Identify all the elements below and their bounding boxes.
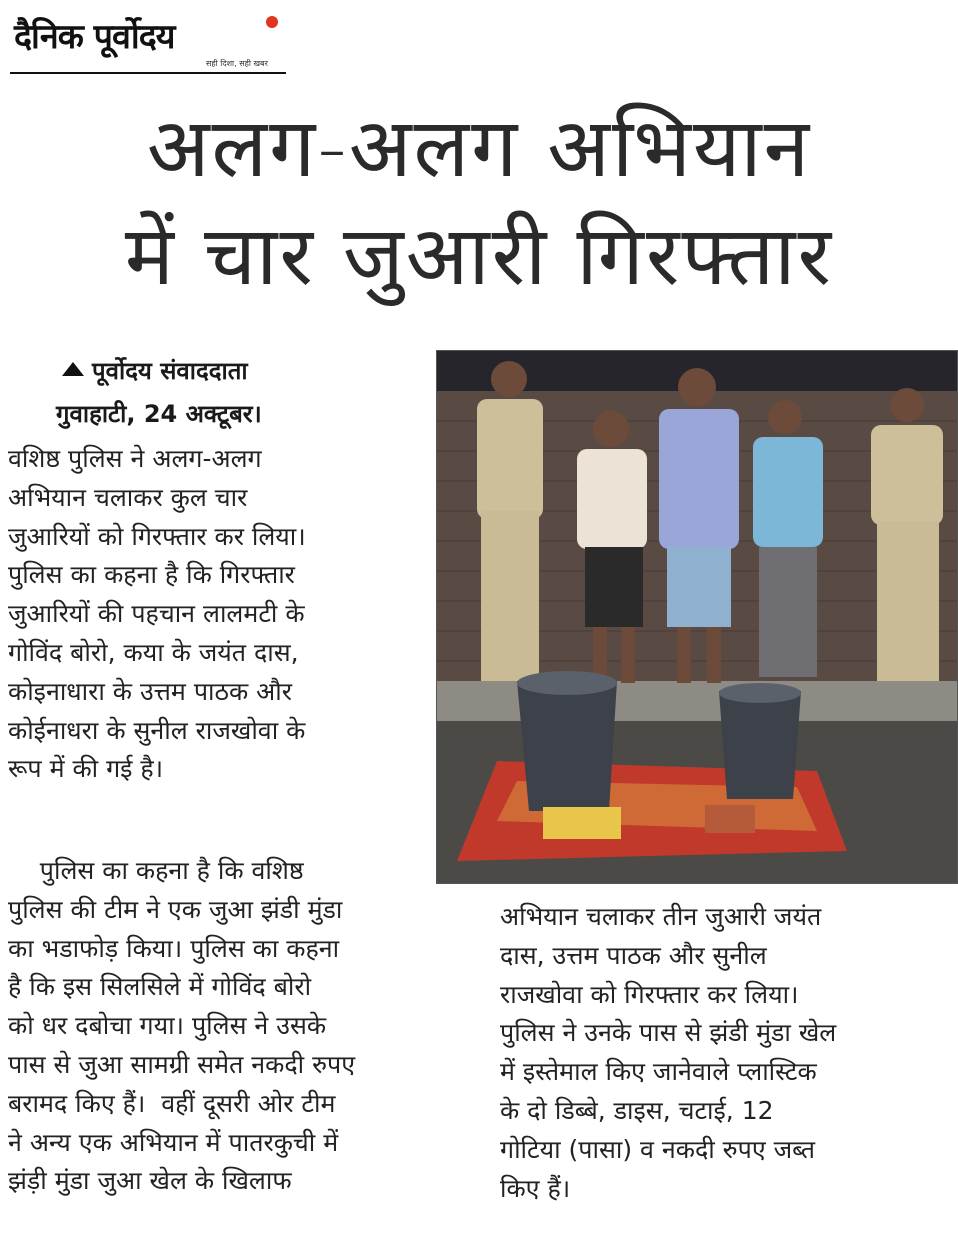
article-line: जुआरियों की पहचान लालमटी के [8,599,305,629]
article-line: कोईनाधरा के सुनील राजखोवा के [8,715,306,745]
article-line: का भडाफोड़ किया। पुलिस का कहना [8,933,340,963]
article-line: गोटिया (पासा) व नकदी रुपए जब्त [500,1134,815,1164]
masthead-tagline: सही दिशा, सही खबर [206,59,268,68]
article-line: गोविंद बोरो, कया के जयंत दास, [8,637,299,667]
article-column-2 [8,852,355,1201]
newspaper-name: दैनिक पूर्वोदय [14,17,175,57]
article-line: वशिष्ठ पुलिस ने अलग-अलग [8,444,262,473]
byline-text: पूर्वोदय संवाददाता [92,357,248,385]
article-line: बरामद किए हैं। वहीं दूसरी ओर टीम [8,1088,336,1118]
article-line: पुलिस का कहना है कि वशिष्ठ [8,856,304,885]
article-line: के दो डिब्बे, डाइस, चटाई, 12 [500,1095,774,1125]
article-line: पुलिस की टीम ने एक जुआ झंडी मुंडा [8,894,343,924]
article-line: अभियान चलाकर तीन जुआरी जयंत [500,902,822,931]
article-line: में इस्तेमाल किए जानेवाले प्लास्टिक [500,1057,817,1087]
article-line: किए हैं। [500,1173,571,1203]
byline [62,354,248,387]
headline-line-2: में चार जुआरी गिरफ्तार [124,209,834,304]
article-line: पुलिस का कहना है कि गिरफ्तार [8,560,295,590]
article-line: ने अन्य एक अभियान में पातरकुची में [8,1127,339,1157]
masthead-rule [10,72,286,74]
headline-line-1: अलग-अलग अभियान [146,101,812,196]
news-photo-illustration [437,351,957,883]
article-column-1 [8,440,306,789]
article-line: पुलिस ने उनके पास से झंडी मुंडा खेल [500,1018,837,1048]
article-line: दास, उत्तम पाठक और सुनील [500,940,767,970]
article-line: पास से जुआ सामग्री समेत नकदी रुपए [8,1049,356,1079]
article-line: जुआरियों को गिरफ्तार कर लिया। [8,521,306,551]
logo-dot-icon [266,16,278,28]
article-line: है कि इस सिलसिले में गोविंद बोरो [8,972,312,1002]
article-line: रूप में की गई है। [8,754,164,784]
article-line: को धर दबोचा गया। पुलिस ने उसके [8,1011,327,1041]
article-line: झंड़ी मुंडा जुआ खेल के खिलाफ [8,1166,292,1196]
news-photo [436,350,958,884]
article-line: अभियान चलाकर कुल चार [8,482,248,512]
dateline: गुवाहाटी, 24 अक्टूबर। [56,400,262,428]
article-line: कोइनाधारा के उत्तम पाठक और [8,676,292,706]
article-line: राजखोवा को गिरफ्तार कर लिया। [500,979,799,1009]
triangle-icon [62,362,84,376]
article-column-3 [500,898,836,1208]
masthead [10,6,286,74]
